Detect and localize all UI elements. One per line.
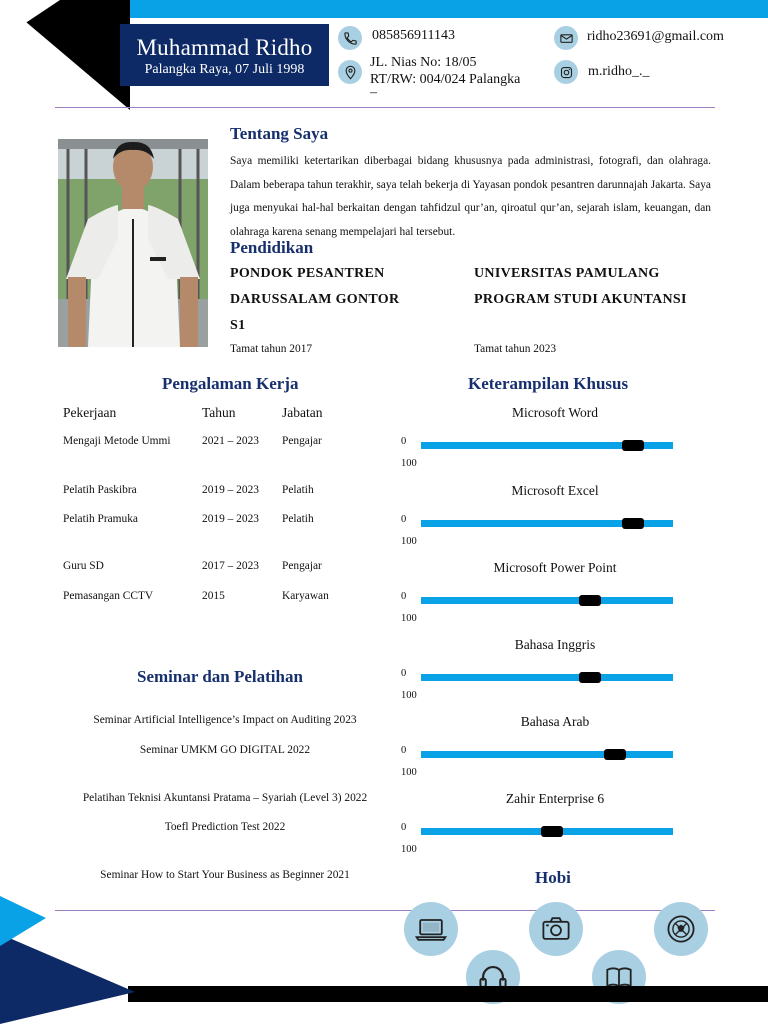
skill-min-label: 0 xyxy=(401,436,407,447)
instagram-handle[interactable]: m.ridho_._ xyxy=(588,64,650,79)
skill-max-label: 100 xyxy=(401,767,417,778)
skill-bar xyxy=(421,597,673,604)
seminar-item: Seminar Artificial Intelligence’s Impact on Auditing 2023 xyxy=(93,714,357,726)
experience-row-job: Pemasangan CCTV xyxy=(63,590,154,602)
skill-name: Microsoft Word xyxy=(511,405,599,420)
education-degree: S1 xyxy=(230,318,246,333)
profile-photo xyxy=(58,139,208,347)
experience-row-year: 2019 – 2023 xyxy=(202,513,259,525)
experience-row-job: Mengaji Metode Ummi xyxy=(63,435,171,447)
skill-min-label: 0 xyxy=(401,822,407,833)
about-text: Saya memiliki ketertarikan diberbagai bidang khususnya pada administrasi, fotografi, dan olahraga. Dalam beberapa tahun terakhir, saya telah bekerja di Yayasan pondok pesantren darunnajah Jakarta. Saya juga menyukai hal-hal berkaitan dengan tahfidzul qur’an, qiroatul qur’an, sejarah islam, keuangan, dan olahraga karena senang mempelajari hal tersebut. xyxy=(230,155,711,238)
phone-icon xyxy=(338,26,362,50)
skill-name: Bahasa Arab xyxy=(520,714,590,729)
skill-level-knob[interactable] xyxy=(579,595,601,606)
name-banner xyxy=(120,24,329,86)
skill-level-knob[interactable] xyxy=(579,672,601,683)
experience-row-job: Guru SD xyxy=(63,560,104,572)
skill-level-knob[interactable] xyxy=(604,749,626,760)
skill-level-knob[interactable] xyxy=(622,440,644,451)
experience-row-year: 2019 – 2023 xyxy=(202,484,259,496)
skill-max-label: 100 xyxy=(401,690,417,701)
top-accent-bar xyxy=(128,0,768,18)
skill-bar xyxy=(421,674,673,681)
seminar-item: Toefl Prediction Test 2022 xyxy=(164,821,286,833)
skill-min-label: 0 xyxy=(401,591,407,602)
address-line-2: RT/RW: 004/024 Palangka xyxy=(370,72,521,87)
education-year: Tamat tahun 2023 xyxy=(474,343,557,355)
experience-row-position: Pelatih xyxy=(282,513,314,525)
laptop-icon xyxy=(404,902,458,956)
about-title: Tentang Saya xyxy=(230,124,329,143)
experience-row-job: Pelatih Paskibra xyxy=(63,484,137,496)
seminar-item: Pelatihan Teknisi Akuntansi Pratama – Syariah (Level 3) 2022 xyxy=(82,792,368,804)
seminar-item: Seminar How to Start Your Business as Beginner 2021 xyxy=(100,869,350,881)
bottom-accent-bar xyxy=(128,986,768,1002)
skill-level-knob[interactable] xyxy=(622,518,644,529)
experience-row-position: Pengajar xyxy=(282,435,322,447)
full-name: Muhammad Ridho xyxy=(136,35,313,60)
skill-max-label: 100 xyxy=(401,536,417,547)
experience-title: Pengalaman Kerja xyxy=(162,374,299,393)
skill-min-label: 0 xyxy=(401,745,407,756)
skill-level-knob[interactable] xyxy=(541,826,563,837)
experience-row-position: Pelatih xyxy=(282,484,314,496)
education-title: Pendidikan xyxy=(230,238,314,257)
experience-row-job: Pelatih Pramuka xyxy=(63,513,138,525)
education-item-2 xyxy=(474,261,734,355)
skill-name: Microsoft Power Point xyxy=(493,560,617,575)
education-institution-line: DARUSSALAM GONTOR xyxy=(230,292,400,307)
experience-row-year: 2017 – 2023 xyxy=(202,560,259,572)
address-block xyxy=(370,54,550,98)
education-degree xyxy=(474,313,734,339)
camera-icon xyxy=(529,902,583,956)
email-icon xyxy=(554,26,578,50)
experience-row-year: 2021 – 2023 xyxy=(202,435,259,447)
education-institution-line: PONDOK PESANTREN xyxy=(230,266,385,281)
seminar-item: Seminar UMKM GO DIGITAL 2022 xyxy=(139,744,311,756)
instagram-icon xyxy=(554,60,578,84)
skill-name: Bahasa Inggris xyxy=(514,637,596,652)
education-item-1 xyxy=(230,261,470,355)
skill-name: Microsoft Excel xyxy=(511,483,599,498)
seminar-title: Seminar dan Pelatihan xyxy=(137,667,303,686)
address-line-1: JL. Nias No: 18/05 xyxy=(370,55,477,70)
hobby-title: Hobi xyxy=(535,868,571,887)
skill-name: Zahir Enterprise 6 xyxy=(505,791,605,806)
experience-header-position: Jabatan xyxy=(282,405,323,420)
education-institution-line: UNIVERSITAS PAMULANG xyxy=(474,266,660,281)
experience-row-year: 2015 xyxy=(202,590,225,602)
address-line-3: – xyxy=(370,85,377,100)
footer-divider xyxy=(55,910,715,911)
location-pin-icon xyxy=(338,60,362,84)
header-divider xyxy=(55,107,715,108)
education-year: Tamat tahun 2017 xyxy=(230,343,313,355)
email-address[interactable]: ridho23691@gmail.com xyxy=(587,29,724,44)
skills-title: Keterampilan Khusus xyxy=(468,374,629,393)
skill-max-label: 100 xyxy=(401,844,417,855)
corner-triangle-decoration xyxy=(0,0,130,110)
corner-triangle-decoration-bottom xyxy=(0,896,135,1024)
birth-info: Palangka Raya, 07 Juli 1998 xyxy=(144,62,305,77)
skill-bar xyxy=(421,751,673,758)
skill-max-label: 100 xyxy=(401,458,417,469)
experience-header-year: Tahun xyxy=(202,405,236,420)
phone-number[interactable]: 085856911143 xyxy=(372,28,455,43)
experience-header-job: Pekerjaan xyxy=(63,405,117,420)
skill-min-label: 0 xyxy=(401,668,407,679)
skill-min-label: 0 xyxy=(401,514,407,525)
experience-row-position: Pengajar xyxy=(282,560,322,572)
football-icon xyxy=(654,902,708,956)
experience-row-position: Karyawan xyxy=(282,590,329,602)
education-institution-line: PROGRAM STUDI AKUNTANSI xyxy=(474,292,687,307)
skill-max-label: 100 xyxy=(401,613,417,624)
